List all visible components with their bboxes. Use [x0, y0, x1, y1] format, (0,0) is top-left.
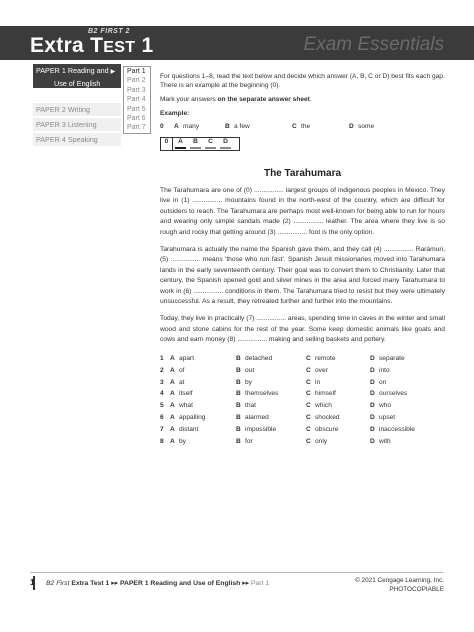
option-b: [236, 437, 306, 446]
story-paragraph: Today, they live in practically (7) ................ areas, spending time in caves in the winter and small wood and stone cabins for the rest of the year. Some keep domestic animals like goats and cows and earn money (8) ................ making and selling baskets and pottery.: [160, 315, 445, 344]
option-row: [160, 435, 445, 447]
option-a: [170, 401, 236, 410]
option-b: [236, 401, 306, 410]
example-row: [160, 122, 445, 131]
footer-copyright: [355, 577, 444, 594]
option-text: remote: [315, 355, 336, 363]
option-text: obscure: [315, 425, 339, 433]
option-letter: B: [236, 366, 241, 374]
instructions: [160, 72, 445, 104]
option-text: by: [245, 378, 252, 386]
answer-letter-a: A: [178, 138, 183, 145]
option-b: [236, 354, 306, 363]
footer-breadcrumb: [46, 579, 269, 587]
option-a: [170, 413, 236, 422]
option-text: himself: [315, 390, 336, 398]
option-row: [160, 353, 445, 365]
option-text: inaccessible: [379, 425, 415, 433]
example-letter-b: B: [225, 123, 230, 130]
answer-bar-d: [220, 147, 231, 149]
option-b: [236, 366, 306, 375]
answer-box-d: [218, 137, 233, 151]
example-letter-d: D: [349, 123, 354, 130]
option-letter: D: [370, 390, 375, 398]
option-row: [160, 400, 445, 412]
option-text: impossible: [245, 425, 277, 433]
option-text: themselves: [245, 390, 279, 398]
option-d: [370, 437, 434, 446]
option-question-number: 5: [160, 402, 164, 410]
option-c: [306, 389, 370, 398]
spacer: [33, 88, 121, 103]
page-header: [0, 26, 474, 60]
option-text: in: [315, 378, 321, 386]
nav-part-1[interactable]: Part 1: [127, 68, 146, 75]
option-letter: D: [370, 355, 375, 363]
part-nav: [123, 66, 151, 134]
example-a: many: [183, 123, 200, 130]
option-d: [370, 401, 434, 410]
option-question-number: 1: [160, 355, 164, 363]
paper-nav: [33, 64, 121, 148]
option-text: appalling: [179, 414, 206, 422]
option-c: [306, 413, 370, 422]
option-row: [160, 376, 445, 388]
answer-bar-a: [175, 147, 186, 149]
option-text: shocked: [315, 414, 340, 422]
answer-box-b: [188, 137, 203, 151]
option-question-number: 6: [160, 414, 164, 422]
option-letter: B: [236, 390, 241, 398]
option-text: ourselves: [379, 390, 408, 398]
option-d: [370, 366, 434, 375]
option-a: [170, 389, 236, 398]
level-label: B2 FIRST 2: [88, 28, 130, 35]
option-b: [236, 425, 306, 434]
option-d: [370, 378, 434, 387]
option-letter: B: [236, 437, 241, 445]
option-text: distant: [179, 425, 199, 433]
option-question-number: 4: [160, 390, 164, 398]
option-letter: A: [170, 402, 175, 410]
answer-bar-b: [190, 147, 201, 149]
option-letter: B: [236, 378, 241, 386]
nav-paper-4[interactable]: PAPER 4 Speaking: [33, 133, 121, 146]
nav-part-6[interactable]: Part 6: [127, 114, 146, 122]
option-text: for: [245, 437, 253, 445]
title-main: Extra T: [30, 34, 104, 57]
answer-box-num: 0: [161, 137, 173, 151]
test-title: [30, 34, 153, 58]
option-letter: D: [370, 378, 375, 386]
option-text: into: [379, 366, 390, 374]
option-c: [306, 401, 370, 410]
story-title: The Tarahumara: [263, 168, 342, 179]
option-letter: B: [236, 414, 241, 422]
option-text: at: [179, 378, 185, 386]
option-c: [306, 378, 370, 387]
example-answer-box: [160, 137, 240, 151]
example-d: some: [358, 123, 375, 130]
option-letter: C: [306, 390, 311, 398]
option-c: [306, 425, 370, 434]
option-d: [370, 354, 434, 363]
option-letter: A: [170, 366, 175, 374]
example-num: 0: [160, 123, 164, 130]
option-letter: B: [236, 355, 241, 363]
option-letter: A: [170, 355, 175, 363]
option-letter: D: [370, 414, 375, 422]
nav-part-3[interactable]: Part 3: [127, 86, 146, 94]
option-text: apart: [179, 355, 195, 363]
copyright-text: © 2021 Cengage Learning, Inc.: [355, 577, 444, 584]
footer-paper: PAPER 1 Reading and Use of English: [119, 580, 241, 587]
option-letter: D: [370, 425, 375, 433]
option-question-number: 8: [160, 437, 164, 445]
option-a: [170, 366, 236, 375]
footer-book: B2 First: [46, 580, 70, 587]
option-text: itself: [179, 390, 193, 398]
option-letter: C: [306, 414, 311, 422]
instruction-mark-pre: Mark your answers: [160, 96, 218, 103]
photocopiable-label: PHOTOCOPIABLE: [389, 585, 444, 593]
option-text: of: [179, 366, 185, 374]
option-text: what: [179, 402, 193, 410]
option-b: [236, 389, 306, 398]
nav-paper-3[interactable]: PAPER 3 Listening: [33, 118, 121, 131]
option-c: [306, 437, 370, 446]
option-question-number: 2: [160, 366, 164, 374]
option-letter: B: [236, 402, 241, 410]
nav-part-5[interactable]: Part 5: [127, 105, 146, 113]
nav-part-4[interactable]: Part 4: [127, 96, 146, 104]
option-letter: A: [170, 414, 175, 422]
answer-letter-d: D: [223, 138, 228, 145]
option-text: who: [379, 402, 392, 410]
arrow-right-icon: ▶: [110, 69, 116, 75]
option-letter: D: [370, 437, 375, 445]
option-text: by: [179, 437, 186, 445]
option-d: [370, 425, 434, 434]
option-letter: D: [370, 402, 375, 410]
option-text: out: [245, 366, 255, 374]
option-a: [170, 437, 236, 446]
series-tagline: Exam Essentials: [303, 34, 444, 55]
instruction-mark: [160, 95, 445, 104]
nav-paper-1-label: PAPER 1 Reading and: [36, 66, 109, 75]
option-text: with: [379, 437, 391, 445]
option-text: only: [315, 437, 328, 445]
main-content: [160, 72, 445, 447]
option-text: which: [315, 402, 332, 410]
nav-part-7[interactable]: Part 7: [127, 124, 146, 132]
option-letter: A: [170, 378, 175, 386]
option-letter: A: [170, 437, 175, 445]
footer-divider: [30, 572, 443, 573]
option-letter: C: [306, 355, 311, 363]
option-row: [160, 412, 445, 424]
option-letter: B: [236, 425, 241, 433]
option-letter: A: [170, 390, 175, 398]
title-caps: EST: [103, 39, 136, 56]
page-number: 1: [30, 578, 35, 587]
story-paragraph: The Tarahumara are one of (0) ................ largest groups of indigenous peoples in Mexico. They live in (1) ................ mountains found in the north-west of the country, which are difficult for outsiders to reach. The Tarahumara are perhaps most well-known for being able to run for hours and wearing only simple sandals made (2) ................ leather. The area where they live is so rough and rocky that getting around (3) ................ foot is the only option.: [160, 187, 445, 236]
story-paragraph: Tarahumara is actually the name the Spanish gave them, and they call (4) ................ Rarámuri, (5) ................ means 'those who run fast'. Spanish Jesuit missionaries moved into Tarahumara lands in the early seventeenth century. Their goal was to convert them to Christianity. Later that century, the Spanish opened gold and silver mines in the area and forced many Tarahumara to work in (6) ................ conditions in them. The Tarahumara tried to resist but they were ultimately unsuccessful. As a result, they retreated further and further into the mountains.: [160, 246, 445, 306]
option-letter: C: [306, 425, 311, 433]
answer-bar-c: [205, 147, 216, 149]
instruction-text: For questions 1–8, read the text below and decide which answer (A, B, C or D) best fits each gap. There is an example at the beginning (0).: [160, 73, 445, 89]
answer-letter-b: B: [193, 138, 198, 145]
option-text: separate: [379, 355, 405, 363]
example-letter-a: A: [174, 123, 179, 130]
answer-options: [160, 353, 445, 447]
option-letter: C: [306, 437, 311, 445]
option-letter: C: [306, 378, 311, 386]
option-c: [306, 366, 370, 375]
option-letter: C: [306, 366, 311, 374]
option-letter: C: [306, 402, 311, 410]
example-b: a few: [234, 123, 250, 130]
option-question-number: 3: [160, 378, 164, 386]
option-text: detached: [245, 355, 273, 363]
answer-box-a: [173, 137, 188, 151]
option-text: upset: [379, 414, 396, 422]
option-question-number: 7: [160, 425, 164, 433]
option-row: [160, 423, 445, 435]
instruction-mark-bold: on the separate answer sheet: [217, 96, 310, 103]
example-label: Example:: [160, 110, 190, 117]
nav-paper-1-label-2: Use of English: [54, 79, 101, 88]
answer-letter-c: C: [208, 138, 213, 145]
option-a: [170, 378, 236, 387]
option-text: over: [315, 366, 328, 374]
nav-paper-1[interactable]: [33, 64, 121, 88]
option-text: on: [379, 378, 387, 386]
option-row: [160, 364, 445, 376]
option-b: [236, 378, 306, 387]
option-b: [236, 413, 306, 422]
footer-test: Extra Test 1: [71, 580, 110, 587]
instruction-mark-post: .: [309, 96, 312, 103]
nav-part-2[interactable]: Part 2: [127, 77, 146, 85]
option-a: [170, 425, 236, 434]
option-letter: D: [370, 366, 375, 374]
nav-paper-2[interactable]: PAPER 2 Writing: [33, 103, 121, 116]
example-letter-c: C: [292, 123, 297, 130]
double-arrow-icon: ▸▸: [242, 580, 250, 587]
option-row: [160, 388, 445, 400]
double-arrow-icon: ▸▸: [111, 580, 119, 587]
option-text: that: [245, 402, 256, 410]
title-number: 1: [141, 34, 154, 57]
option-letter: A: [170, 425, 175, 433]
option-a: [170, 354, 236, 363]
option-c: [306, 354, 370, 363]
option-text: alarmed: [245, 414, 269, 422]
option-d: [370, 389, 434, 398]
option-d: [370, 413, 434, 422]
footer-part: Part 1: [250, 580, 270, 587]
example-c: the: [301, 123, 311, 130]
answer-box-c: [203, 137, 218, 151]
